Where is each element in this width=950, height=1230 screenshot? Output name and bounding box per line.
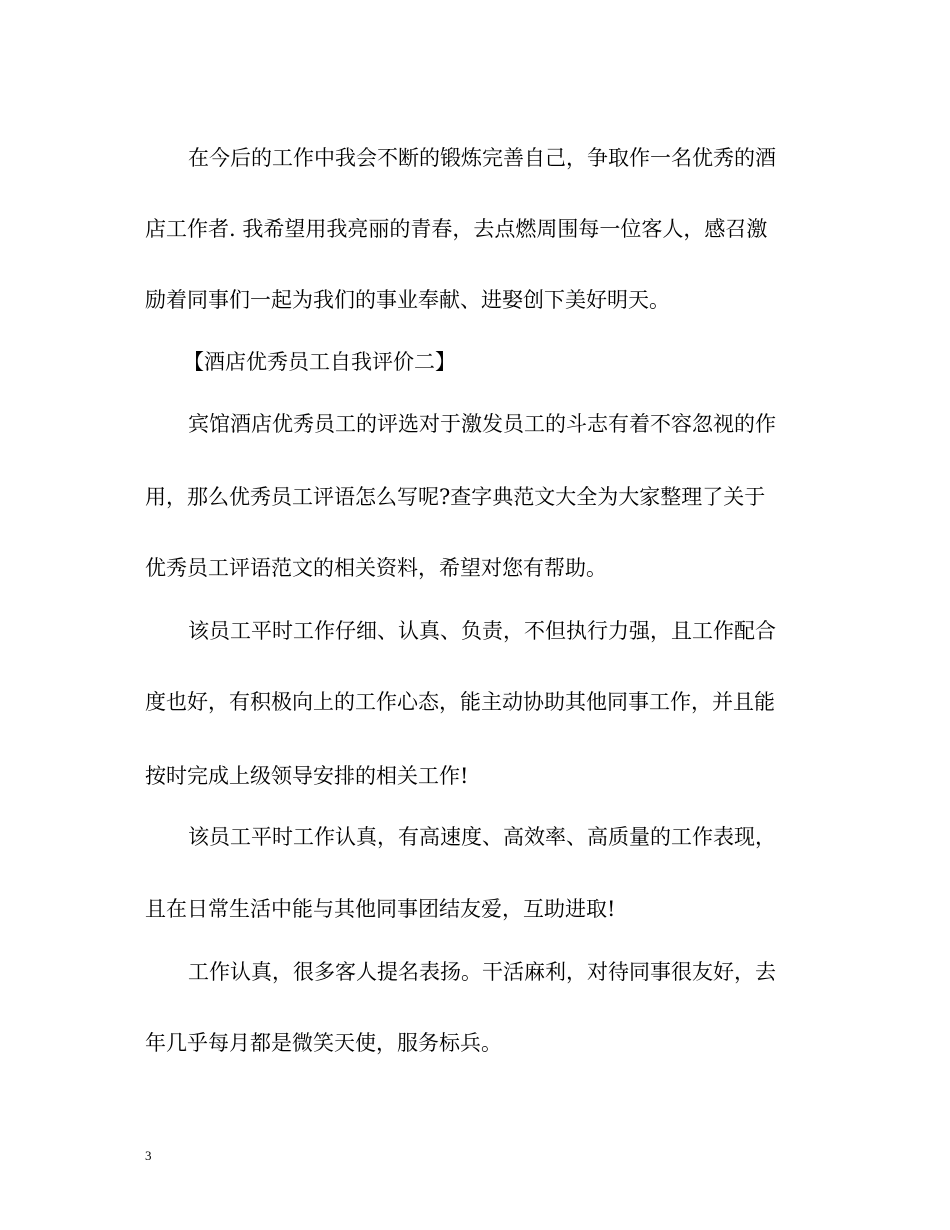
paragraph-2-line-3: 优秀员工评语范文的相关资料，希望对您有帮助。 <box>145 556 607 580</box>
paragraph-3-line-3: 按时完成上级领导安排的相关工作! <box>145 764 469 788</box>
page-number: 3 <box>145 1148 152 1163</box>
paragraph-1-line-3: 励着同事们一起为我们的事业奉献、进娶创下美好明天。 <box>145 288 670 312</box>
paragraph-3-line-2: 度也好，有积极向上的工作心态，能主动协助其他同事工作，并且能 <box>145 690 775 714</box>
paragraph-1-line-2: 店工作者. 我希望用我亮丽的青春，去点燃周围每一位客人，感召激 <box>145 217 768 241</box>
paragraph-5-line-2: 年几乎每月都是微笑天使，服务标兵。 <box>145 1031 502 1055</box>
paragraph-2-line-1: 宾馆酒店优秀员工的评选对于激发员工的斗志有着不容忽视的作 <box>188 412 776 436</box>
paragraph-4-line-1: 该员工平时工作认真，有高速度、高效率、高质量的工作表现， <box>188 825 776 849</box>
paragraph-2-line-2: 用，那么优秀员工评语怎么写呢?查字典范文大全为大家整理了关于 <box>145 485 766 509</box>
paragraph-1-line-1: 在今后的工作中我会不断的锻炼完善自己，争取作一名优秀的酒 <box>188 146 776 170</box>
paragraph-3-line-1: 该员工平时工作仔细、认真、负责，不但执行力强，且工作配合 <box>188 619 776 643</box>
paragraph-5-line-1: 工作认真，很多客人提名表扬。干活麻利，对待同事很友好，去 <box>188 960 776 984</box>
paragraph-4-line-2: 且在日常生活中能与其他同事团结友爱，互助进取! <box>145 897 616 921</box>
section-heading: 【酒店优秀员工自我评价二】 <box>183 350 456 374</box>
